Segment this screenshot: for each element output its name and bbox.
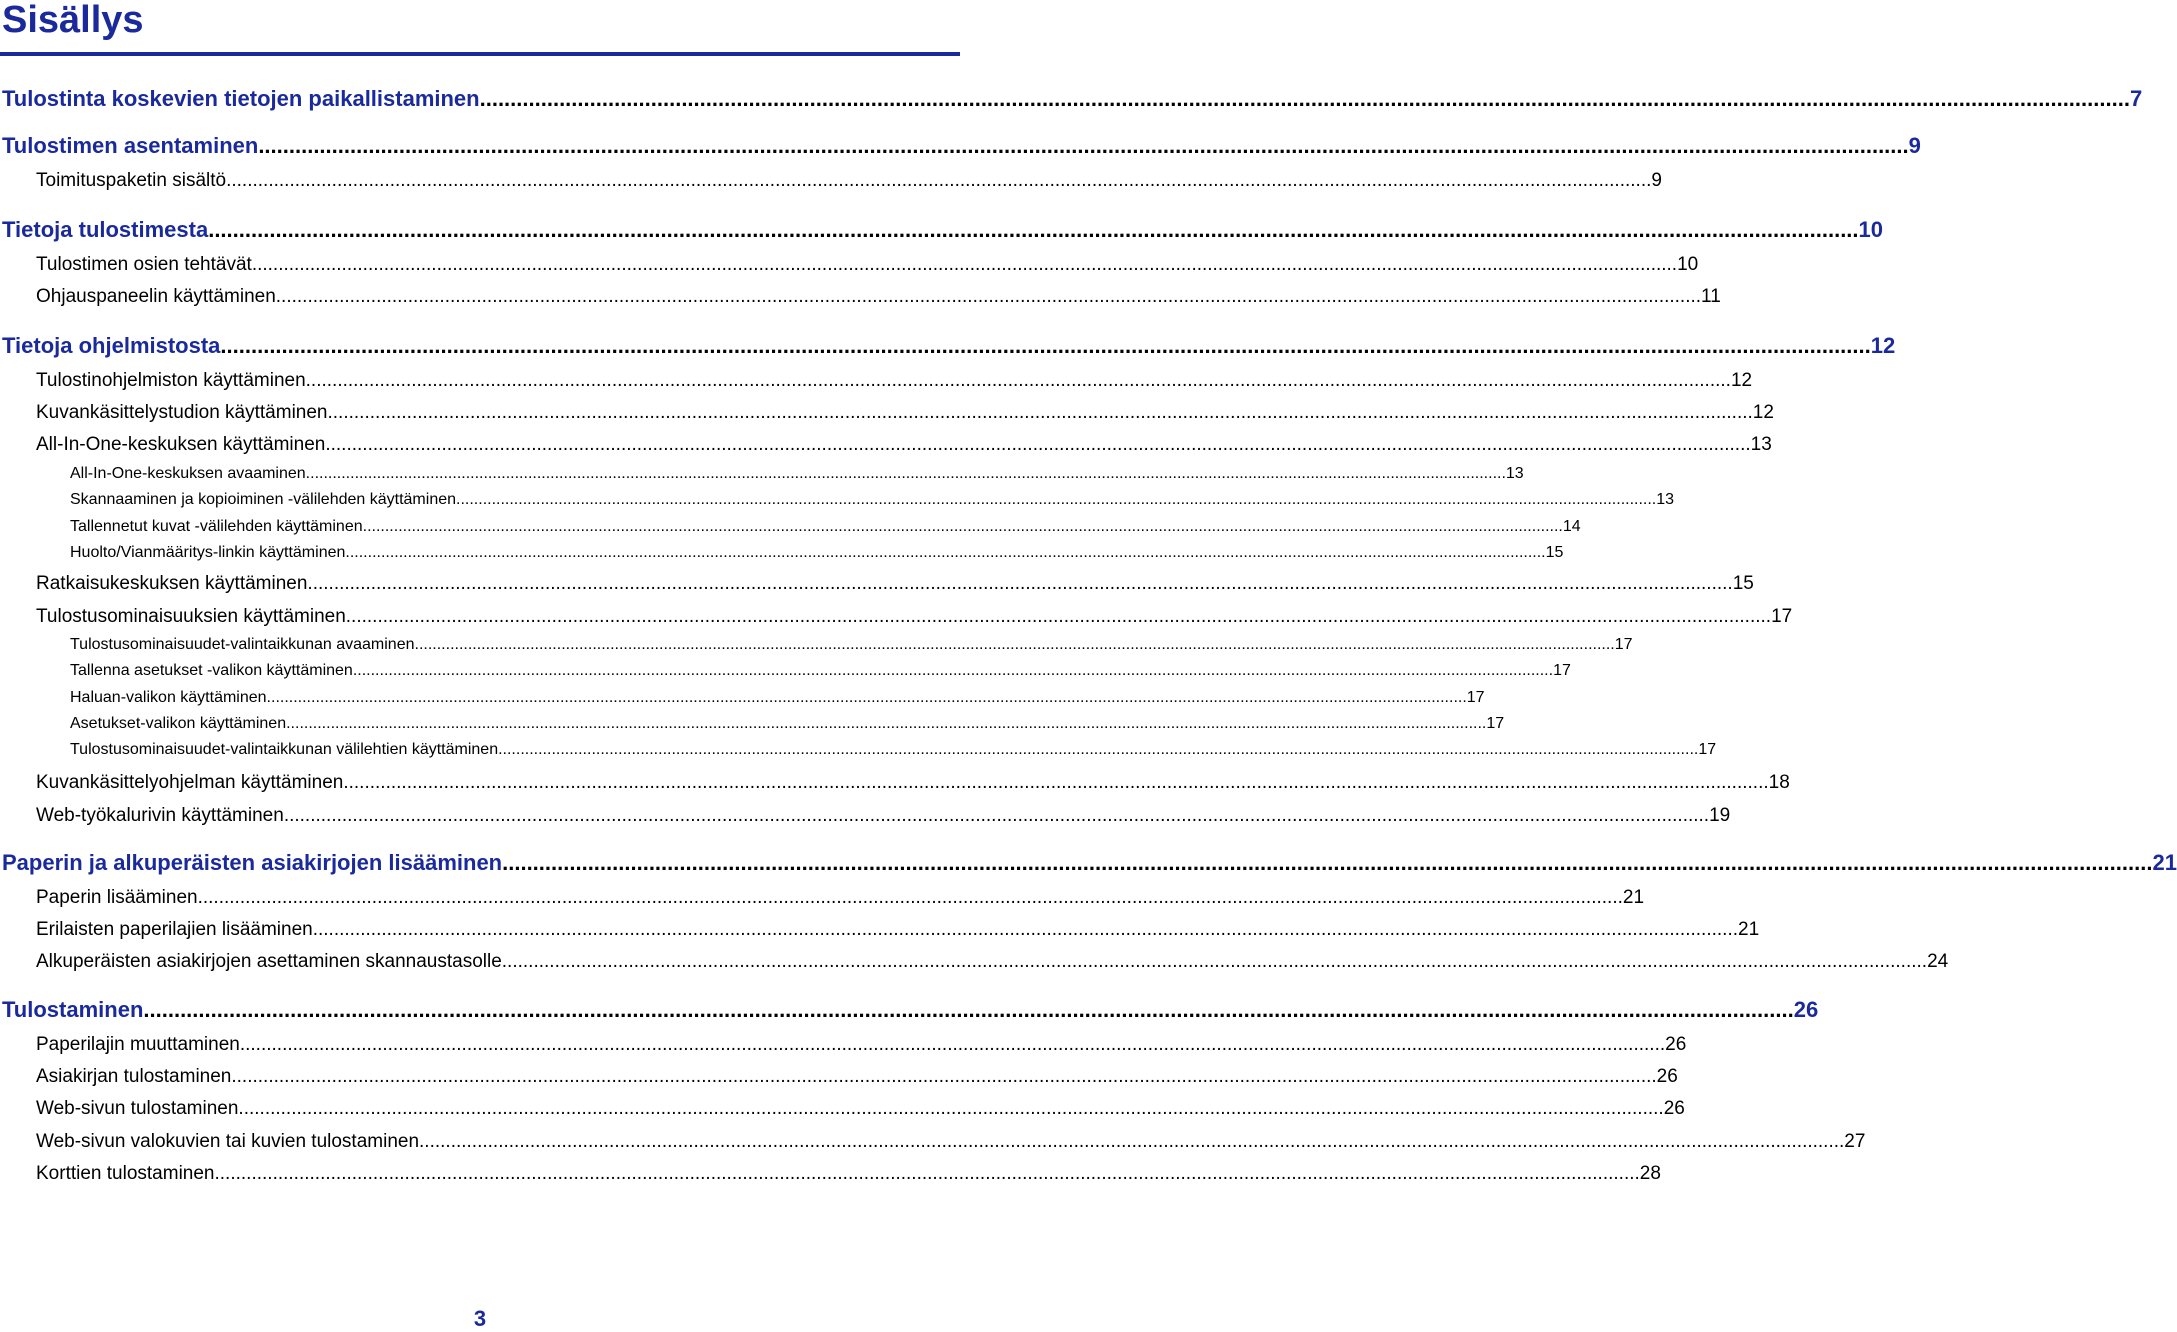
toc-entry-page: 17: [1553, 662, 1571, 679]
toc-entry[interactable]: [2, 997, 1819, 1023]
page-title: Sisällys: [2, 0, 144, 41]
toc-leader-dots: ..............................................................................................................................................................................................................................................................................: [251, 254, 1678, 275]
toc-leader-dots: ..............................................................................................................................................................................................................................................................................: [305, 370, 1731, 391]
toc-leader-dots: ..............................................................................................................................................................................................................................................................................: [498, 741, 1699, 758]
toc-entry-page: 28: [1639, 1163, 1661, 1184]
toc-entry[interactable]: [36, 573, 1754, 595]
toc-entry-page: 12: [1730, 370, 1753, 391]
toc-entry-title: Ohjauspaneelin käyttäminen: [36, 286, 276, 307]
toc-entry-page: 9: [1908, 133, 1921, 158]
toc-entry-title: Huolto/Vianmääritys-linkin käyttäminen: [70, 544, 346, 561]
toc-entry-page: 19: [1709, 805, 1731, 826]
toc-leader-dots: ..............................................................................................................................................................................................................................................................................: [479, 86, 2130, 111]
toc-leader-dots: ..............................................................................................................................................................................................................................................................................: [345, 544, 1546, 561]
toc-entry-title: Tietoja tulostimesta: [2, 217, 209, 242]
toc-leader-dots: ..............................................................................................................................................................................................................................................................................: [325, 434, 1751, 455]
toc-entry-title: Kuvankäsittelystudion käyttäminen: [36, 402, 328, 423]
toc-entry[interactable]: [36, 370, 1753, 392]
toc-leader-dots: ..............................................................................................................................................................................................................................................................................: [419, 1131, 1845, 1152]
toc-entry[interactable]: [36, 1034, 1687, 1056]
toc-entry[interactable]: [36, 170, 1662, 192]
toc-leader-dots: ..............................................................................................................................................................................................................................................................................: [414, 636, 1615, 653]
toc-entry-title: Korttien tulostaminen: [36, 1163, 215, 1184]
toc-entry[interactable]: [36, 919, 1760, 941]
toc-leader-dots: ..............................................................................................................................................................................................................................................................................: [352, 662, 1554, 679]
toc-entry-page: 21: [1622, 887, 1645, 908]
toc-entry-page: 13: [1656, 491, 1675, 508]
toc-entry-page: 17: [1771, 606, 1793, 627]
toc-leader-dots: ..............................................................................................................................................................................................................................................................................: [362, 518, 1563, 535]
toc-leader-dots: ..............................................................................................................................................................................................................................................................................: [283, 805, 1710, 826]
toc-leader-dots: ..............................................................................................................................................................................................................................................................................: [456, 491, 1657, 508]
toc-entry[interactable]: [36, 1131, 1866, 1153]
toc-leader-dots: ..............................................................................................................................................................................................................................................................................: [327, 402, 1753, 423]
toc-entry-title: Asetukset-valikon käyttäminen: [70, 715, 287, 732]
toc-entry-page: 21: [1738, 919, 1760, 940]
toc-leader-dots: ..............................................................................................................................................................................................................................................................................: [197, 887, 1623, 908]
toc-entry-title: Tallennetut kuvat -välilehden käyttäminen: [70, 518, 363, 535]
toc-entry-page: 9: [1651, 170, 1662, 191]
toc-entry[interactable]: [36, 1163, 1661, 1185]
toc-entry[interactable]: [2, 86, 2143, 112]
toc-leader-dots: ..............................................................................................................................................................................................................................................................................: [239, 1034, 1666, 1055]
toc-entry-title: Tulostusominaisuuksien käyttäminen: [36, 606, 346, 627]
toc-entry-title: Tulostusominaisuudet-valintaikkunan avaaminen: [70, 636, 415, 653]
toc-entry[interactable]: [2, 217, 1884, 243]
toc-leader-dots: ..............................................................................................................................................................................................................................................................................: [143, 997, 1794, 1022]
toc-entry[interactable]: [36, 286, 1721, 308]
toc-leader-dots: ..............................................................................................................................................................................................................................................................................: [226, 170, 1652, 191]
toc-leader-dots: ..............................................................................................................................................................................................................................................................................: [258, 133, 1909, 158]
toc-entry-page: 26: [1793, 997, 1819, 1022]
toc-entry-page: 24: [1927, 951, 1949, 972]
toc-leader-dots: ..............................................................................................................................................................................................................................................................................: [307, 573, 1733, 594]
toc-entry-page: 17: [1614, 636, 1633, 653]
toc-entry-page: 17: [1486, 715, 1505, 732]
toc-entry-title: Web-sivun tulostaminen: [36, 1098, 239, 1119]
toc-leader-dots: ..............................................................................................................................................................................................................................................................................: [220, 333, 1871, 358]
toc-leader-dots: ..............................................................................................................................................................................................................................................................................: [208, 217, 1859, 242]
toc-entry-title: Tulostusominaisuudet-valintaikkunan välilehtien käyttäminen: [70, 741, 499, 758]
toc-entry-title: Asiakirjan tulostaminen: [36, 1066, 232, 1087]
toc-entry[interactable]: [70, 662, 1571, 680]
toc-entry[interactable]: [36, 772, 1790, 794]
toc-entry[interactable]: [2, 133, 1921, 159]
toc-entry-title: Web-sivun valokuvien tai kuvien tulostaminen: [36, 1131, 420, 1152]
toc-leader-dots: ..............................................................................................................................................................................................................................................................................: [214, 1163, 1640, 1184]
toc-entry-title: Tulostimen osien tehtävät: [36, 254, 252, 275]
toc-entry[interactable]: [36, 887, 1645, 909]
toc-entry-page: 11: [1701, 286, 1721, 307]
toc-entry-title: All-In-One-keskuksen käyttäminen: [36, 434, 326, 455]
toc-leader-dots: ..............................................................................................................................................................................................................................................................................: [275, 286, 1702, 307]
toc-entry-title: Ratkaisukeskuksen käyttäminen: [36, 573, 308, 594]
toc-entry[interactable]: [70, 741, 1717, 759]
toc-entry[interactable]: [70, 491, 1675, 509]
toc-entry-page: 27: [1844, 1131, 1866, 1152]
toc-entry-page: 26: [1656, 1066, 1678, 1087]
toc-entry-title: Toimituspaketin sisältö: [36, 170, 227, 191]
toc-entry-page: 17: [1466, 689, 1485, 706]
toc-entry[interactable]: [36, 1098, 1685, 1120]
toc-entry-title: Kuvankäsittelyohjelman käyttäminen: [36, 772, 344, 793]
toc-entry-page: 18: [1768, 772, 1790, 793]
toc-leader-dots: ..............................................................................................................................................................................................................................................................................: [266, 689, 1467, 706]
toc-entry[interactable]: [36, 805, 1731, 827]
toc-entry[interactable]: [70, 636, 1633, 654]
toc-entry-title: Tallenna asetukset -valikon käyttäminen: [70, 662, 353, 679]
toc-leader-dots: ..............................................................................................................................................................................................................................................................................: [343, 772, 1769, 793]
toc-entry-page: 10: [1677, 254, 1699, 275]
toc-entry[interactable]: [36, 951, 1949, 973]
toc-entry-page: 12: [1870, 333, 1896, 358]
page-number: 3: [473, 1306, 487, 1331]
toc-entry[interactable]: [36, 606, 1793, 628]
toc-entry[interactable]: [70, 544, 1564, 562]
toc-leader-dots: ..............................................................................................................................................................................................................................................................................: [305, 465, 1506, 482]
toc-entry-title: Paperilajin muuttaminen: [36, 1034, 240, 1055]
toc-leader-dots: ..............................................................................................................................................................................................................................................................................: [345, 606, 1772, 627]
toc-entry[interactable]: [36, 1066, 1678, 1088]
toc-leader-dots: ..............................................................................................................................................................................................................................................................................: [238, 1098, 1664, 1119]
toc-entry-page: 10: [1858, 217, 1884, 242]
toc-leader-dots: ..............................................................................................................................................................................................................................................................................: [231, 1066, 1657, 1087]
toc-entry[interactable]: [36, 254, 1699, 276]
toc-entry[interactable]: [36, 434, 1772, 456]
toc-entry[interactable]: [70, 518, 1581, 536]
toc-entry-title: Alkuperäisten asiakirjojen asettaminen skannaustasolle: [36, 951, 502, 972]
toc-leader-dots: ..............................................................................................................................................................................................................................................................................: [502, 850, 2153, 875]
toc-entry[interactable]: [36, 402, 1774, 424]
toc-entry-title: Tulostimen asentaminen: [2, 133, 259, 158]
toc-entry-page: 7: [2129, 86, 2143, 111]
toc-entry-title: All-In-One-keskuksen avaaminen: [70, 465, 306, 482]
toc-leader-dots: ..............................................................................................................................................................................................................................................................................: [501, 951, 1928, 972]
toc-entry-page: 13: [1750, 434, 1772, 455]
toc-entry-page: 15: [1545, 544, 1564, 561]
toc-leader-dots: ..............................................................................................................................................................................................................................................................................: [286, 715, 1487, 732]
toc-entry-page: 15: [1732, 573, 1754, 594]
toc-entry-page: 14: [1562, 518, 1581, 535]
toc-entry[interactable]: [2, 333, 1896, 359]
toc-entry-title: Paperin ja alkuperäisten asiakirjojen lisääminen: [2, 850, 503, 875]
toc-entry-title: Tietoja ohjelmistosta: [2, 333, 221, 358]
toc-entry-page: 26: [1663, 1098, 1685, 1119]
toc-entry-page: 21: [2152, 850, 2177, 875]
toc-entry[interactable]: [70, 715, 1505, 733]
toc-entry[interactable]: [2, 850, 2177, 876]
toc-entry-page: 26: [1665, 1034, 1687, 1055]
toc-entry[interactable]: [70, 689, 1485, 707]
toc-entry-title: Erilaisten paperilajien lisääminen: [36, 919, 313, 940]
toc-entry[interactable]: [70, 465, 1524, 483]
toc-entry-title: Skannaaminen ja kopioiminen -välilehden käyttäminen: [70, 491, 457, 508]
toc-entry-page: 13: [1505, 465, 1524, 482]
toc-entry-title: Paperin lisääminen: [36, 887, 198, 908]
toc-entry-page: 17: [1698, 741, 1717, 758]
toc-leader-dots: ..............................................................................................................................................................................................................................................................................: [312, 919, 1738, 940]
toc-entry-title: Tulostaminen: [2, 997, 144, 1022]
toc-entry-title: Haluan-valikon käyttäminen: [70, 689, 267, 706]
toc-entry-title: Web-työkalurivin käyttäminen: [36, 805, 284, 826]
toc-entry-page: 12: [1752, 402, 1774, 423]
toc-entry-title: Tulostinta koskevien tietojen paikallistaminen: [2, 86, 480, 111]
toc-entry-title: Tulostinohjelmiston käyttäminen: [36, 370, 306, 391]
